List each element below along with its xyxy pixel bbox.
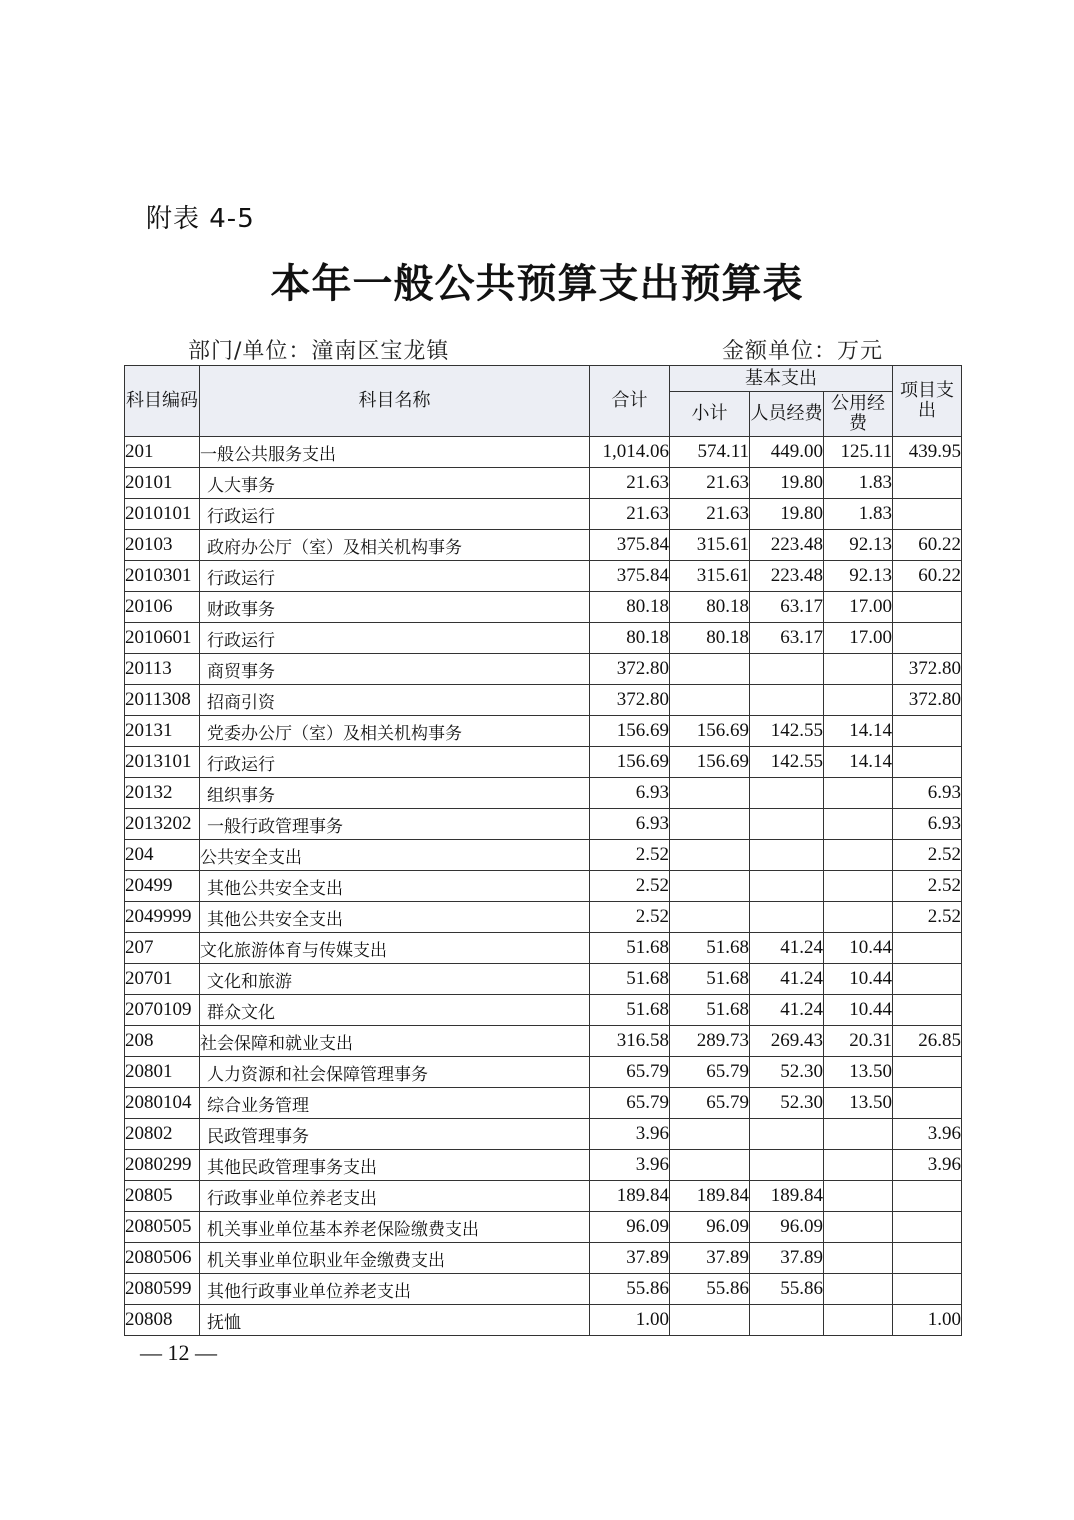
table-row (125, 1026, 962, 1057)
row-total: 2.52 (590, 871, 670, 902)
row-name: 人大事务 (200, 468, 590, 499)
row-total: 372.80 (590, 685, 670, 716)
row-name: 其他民政管理事务支出 (200, 1150, 590, 1181)
row-project: 2.52 (893, 840, 962, 871)
table-row (125, 716, 962, 747)
row-subtotal: 65.79 (670, 1088, 750, 1119)
row-name: 行政运行 (200, 499, 590, 530)
row-project (893, 1243, 962, 1274)
row-project: 372.80 (893, 654, 962, 685)
row-project (893, 468, 962, 499)
row-project (893, 1181, 962, 1212)
table-row (125, 995, 962, 1026)
table-row (125, 809, 962, 840)
row-code: 2013101 (125, 747, 200, 778)
table-row (125, 561, 962, 592)
row-personnel (750, 1305, 824, 1336)
row-total: 80.18 (590, 592, 670, 623)
header-public-use: 公用经费 (824, 392, 893, 437)
row-project: 1.00 (893, 1305, 962, 1336)
row-public-use (824, 1274, 893, 1305)
row-public-use: 10.44 (824, 964, 893, 995)
row-code: 2010101 (125, 499, 200, 530)
row-personnel (750, 685, 824, 716)
row-public-use: 17.00 (824, 623, 893, 654)
row-code: 20132 (125, 778, 200, 809)
row-total: 3.96 (590, 1119, 670, 1150)
row-project (893, 1274, 962, 1305)
table-row (125, 1212, 962, 1243)
row-personnel: 55.86 (750, 1274, 824, 1305)
row-personnel: 269.43 (750, 1026, 824, 1057)
row-personnel: 96.09 (750, 1212, 824, 1243)
row-personnel: 63.17 (750, 623, 824, 654)
row-name: 政府办公厅（室）及相关机构事务 (200, 530, 590, 561)
row-total: 51.68 (590, 933, 670, 964)
header-name: 科目名称 (200, 366, 590, 437)
row-name: 机关事业单位职业年金缴费支出 (200, 1243, 590, 1274)
row-project (893, 592, 962, 623)
row-subtotal (670, 809, 750, 840)
table-row (125, 747, 962, 778)
row-project: 439.95 (893, 437, 962, 468)
row-name: 行政运行 (200, 747, 590, 778)
row-code: 20103 (125, 530, 200, 561)
row-project: 3.96 (893, 1150, 962, 1181)
row-personnel (750, 871, 824, 902)
table-row (125, 437, 962, 468)
row-name: 群众文化 (200, 995, 590, 1026)
row-total: 21.63 (590, 468, 670, 499)
row-total: 316.58 (590, 1026, 670, 1057)
row-subtotal: 51.68 (670, 995, 750, 1026)
row-personnel: 142.55 (750, 747, 824, 778)
row-code: 2080506 (125, 1243, 200, 1274)
row-personnel: 19.80 (750, 468, 824, 499)
row-project (893, 747, 962, 778)
row-personnel: 41.24 (750, 995, 824, 1026)
row-code: 20106 (125, 592, 200, 623)
row-code: 2080505 (125, 1212, 200, 1243)
department-label: 部门/单位：潼南区宝龙镇 (188, 339, 450, 364)
row-public-use: 13.50 (824, 1088, 893, 1119)
row-personnel: 449.00 (750, 437, 824, 468)
row-subtotal (670, 871, 750, 902)
row-total: 6.93 (590, 778, 670, 809)
row-name: 行政运行 (200, 623, 590, 654)
row-personnel: 41.24 (750, 964, 824, 995)
row-public-use: 20.31 (824, 1026, 893, 1057)
row-project (893, 1212, 962, 1243)
row-public-use: 14.14 (824, 716, 893, 747)
row-subtotal (670, 902, 750, 933)
table-row (125, 1243, 962, 1274)
row-subtotal (670, 685, 750, 716)
row-personnel (750, 902, 824, 933)
header-subtotal: 小计 (670, 392, 750, 437)
row-subtotal (670, 1150, 750, 1181)
row-subtotal: 37.89 (670, 1243, 750, 1274)
row-total: 156.69 (590, 747, 670, 778)
row-subtotal: 315.61 (670, 561, 750, 592)
row-public-use (824, 654, 893, 685)
row-public-use (824, 1243, 893, 1274)
row-name: 民政管理事务 (200, 1119, 590, 1150)
row-total: 3.96 (590, 1150, 670, 1181)
row-total: 189.84 (590, 1181, 670, 1212)
row-total: 1,014.06 (590, 437, 670, 468)
row-personnel: 52.30 (750, 1088, 824, 1119)
table-row (125, 685, 962, 716)
row-code: 208 (125, 1026, 200, 1057)
row-public-use: 125.11 (824, 437, 893, 468)
row-subtotal (670, 654, 750, 685)
row-code: 2080299 (125, 1150, 200, 1181)
row-project (893, 1088, 962, 1119)
table-row (125, 964, 962, 995)
row-total: 1.00 (590, 1305, 670, 1336)
header-code: 科目编码 (125, 366, 200, 437)
row-personnel: 37.89 (750, 1243, 824, 1274)
row-subtotal: 65.79 (670, 1057, 750, 1088)
row-subtotal: 55.86 (670, 1274, 750, 1305)
row-public-use (824, 902, 893, 933)
row-personnel (750, 840, 824, 871)
row-name: 一般公共服务支出 (200, 437, 590, 468)
row-personnel: 19.80 (750, 499, 824, 530)
table-row (125, 1057, 962, 1088)
row-name: 其他公共安全支出 (200, 871, 590, 902)
row-name: 招商引资 (200, 685, 590, 716)
table-row (125, 902, 962, 933)
row-code: 20701 (125, 964, 200, 995)
row-project (893, 716, 962, 747)
row-project (893, 499, 962, 530)
row-code: 20101 (125, 468, 200, 499)
row-project: 26.85 (893, 1026, 962, 1057)
row-personnel: 189.84 (750, 1181, 824, 1212)
row-personnel (750, 1150, 824, 1181)
row-name: 组织事务 (200, 778, 590, 809)
row-project: 2.52 (893, 902, 962, 933)
row-code: 20808 (125, 1305, 200, 1336)
row-code: 20113 (125, 654, 200, 685)
row-public-use (824, 778, 893, 809)
row-project (893, 933, 962, 964)
table-row (125, 499, 962, 530)
row-total: 2.52 (590, 840, 670, 871)
row-total: 51.68 (590, 995, 670, 1026)
row-total: 80.18 (590, 623, 670, 654)
row-code: 201 (125, 437, 200, 468)
table-row (125, 530, 962, 561)
row-subtotal: 51.68 (670, 964, 750, 995)
row-code: 2080104 (125, 1088, 200, 1119)
table-row (125, 1150, 962, 1181)
table-row (125, 778, 962, 809)
row-subtotal (670, 778, 750, 809)
table-row (125, 1088, 962, 1119)
row-subtotal: 574.11 (670, 437, 750, 468)
table-row (125, 840, 962, 871)
row-public-use (824, 871, 893, 902)
page-number: — 12 — (140, 1340, 217, 1365)
row-code: 20131 (125, 716, 200, 747)
row-name: 其他公共安全支出 (200, 902, 590, 933)
row-code: 207 (125, 933, 200, 964)
table-row (125, 654, 962, 685)
row-code: 2049999 (125, 902, 200, 933)
row-name: 行政运行 (200, 561, 590, 592)
row-total: 65.79 (590, 1088, 670, 1119)
row-name: 综合业务管理 (200, 1088, 590, 1119)
table-row (125, 1181, 962, 1212)
row-subtotal: 156.69 (670, 716, 750, 747)
table-body (125, 437, 962, 1336)
row-name: 抚恤 (200, 1305, 590, 1336)
row-name: 党委办公厅（室）及相关机构事务 (200, 716, 590, 747)
row-project (893, 1057, 962, 1088)
row-public-use: 1.83 (824, 468, 893, 499)
row-code: 20801 (125, 1057, 200, 1088)
row-subtotal: 21.63 (670, 468, 750, 499)
row-project: 60.22 (893, 561, 962, 592)
header-project: 项目支出 (893, 366, 962, 437)
row-name: 行政事业单位养老支出 (200, 1181, 590, 1212)
row-total: 2.52 (590, 902, 670, 933)
row-code: 2011308 (125, 685, 200, 716)
page-title: 本年一般公共预算支出预算表 (270, 260, 804, 307)
table-row (125, 623, 962, 654)
row-code: 20499 (125, 871, 200, 902)
row-public-use: 10.44 (824, 995, 893, 1026)
row-code: 204 (125, 840, 200, 871)
row-subtotal: 96.09 (670, 1212, 750, 1243)
row-personnel: 52.30 (750, 1057, 824, 1088)
row-name: 商贸事务 (200, 654, 590, 685)
row-personnel (750, 809, 824, 840)
appendix-label: 附表 4-5 (146, 204, 255, 234)
row-subtotal: 315.61 (670, 530, 750, 561)
row-project: 372.80 (893, 685, 962, 716)
row-project: 2.52 (893, 871, 962, 902)
row-personnel: 41.24 (750, 933, 824, 964)
row-total: 6.93 (590, 809, 670, 840)
row-personnel: 223.48 (750, 530, 824, 561)
row-subtotal: 21.63 (670, 499, 750, 530)
row-public-use (824, 1212, 893, 1243)
row-name: 机关事业单位基本养老保险缴费支出 (200, 1212, 590, 1243)
row-name: 财政事务 (200, 592, 590, 623)
row-public-use (824, 1150, 893, 1181)
row-total: 156.69 (590, 716, 670, 747)
row-public-use (824, 1181, 893, 1212)
row-name: 文化和旅游 (200, 964, 590, 995)
row-public-use: 1.83 (824, 499, 893, 530)
header-total: 合计 (590, 366, 670, 437)
row-public-use: 92.13 (824, 561, 893, 592)
row-name: 一般行政管理事务 (200, 809, 590, 840)
row-total: 372.80 (590, 654, 670, 685)
row-total: 375.84 (590, 561, 670, 592)
row-subtotal (670, 840, 750, 871)
table-row (125, 1305, 962, 1336)
row-public-use (824, 809, 893, 840)
row-total: 96.09 (590, 1212, 670, 1243)
row-name: 文化旅游体育与传媒支出 (200, 933, 590, 964)
row-personnel: 63.17 (750, 592, 824, 623)
row-total: 51.68 (590, 964, 670, 995)
row-code: 2080599 (125, 1274, 200, 1305)
row-personnel (750, 654, 824, 685)
row-public-use (824, 1305, 893, 1336)
row-project: 6.93 (893, 778, 962, 809)
row-subtotal (670, 1119, 750, 1150)
row-name: 其他行政事业单位养老支出 (200, 1274, 590, 1305)
row-public-use: 17.00 (824, 592, 893, 623)
table-row (125, 871, 962, 902)
row-subtotal: 156.69 (670, 747, 750, 778)
row-public-use: 10.44 (824, 933, 893, 964)
row-project (893, 964, 962, 995)
row-personnel (750, 778, 824, 809)
row-subtotal: 189.84 (670, 1181, 750, 1212)
amount-unit-label: 金额单位：万元 (722, 339, 884, 364)
row-code: 2010601 (125, 623, 200, 654)
row-name: 人力资源和社会保障管理事务 (200, 1057, 590, 1088)
header-personnel: 人员经费 (750, 392, 824, 437)
row-code: 2010301 (125, 561, 200, 592)
budget-table (124, 365, 962, 1336)
row-code: 20805 (125, 1181, 200, 1212)
row-personnel (750, 1119, 824, 1150)
row-code: 2013202 (125, 809, 200, 840)
row-total: 375.84 (590, 530, 670, 561)
row-code: 2070109 (125, 995, 200, 1026)
row-public-use: 92.13 (824, 530, 893, 561)
row-public-use: 14.14 (824, 747, 893, 778)
row-public-use (824, 1119, 893, 1150)
row-public-use (824, 840, 893, 871)
row-personnel: 223.48 (750, 561, 824, 592)
row-subtotal: 80.18 (670, 592, 750, 623)
table-row (125, 468, 962, 499)
table-row (125, 933, 962, 964)
row-subtotal: 80.18 (670, 623, 750, 654)
row-personnel: 142.55 (750, 716, 824, 747)
row-subtotal: 51.68 (670, 933, 750, 964)
row-subtotal: 289.73 (670, 1026, 750, 1057)
row-name: 公共安全支出 (200, 840, 590, 871)
row-total: 55.86 (590, 1274, 670, 1305)
table-row (125, 1119, 962, 1150)
header-basic: 基本支出 (670, 366, 893, 392)
row-total: 37.89 (590, 1243, 670, 1274)
row-project: 60.22 (893, 530, 962, 561)
row-project (893, 995, 962, 1026)
row-public-use: 13.50 (824, 1057, 893, 1088)
row-project: 6.93 (893, 809, 962, 840)
row-name: 社会保障和就业支出 (200, 1026, 590, 1057)
row-total: 21.63 (590, 499, 670, 530)
row-code: 20802 (125, 1119, 200, 1150)
row-public-use (824, 685, 893, 716)
row-subtotal (670, 1305, 750, 1336)
row-project (893, 623, 962, 654)
row-project: 3.96 (893, 1119, 962, 1150)
table-row (125, 592, 962, 623)
table-row (125, 1274, 962, 1305)
row-total: 65.79 (590, 1057, 670, 1088)
